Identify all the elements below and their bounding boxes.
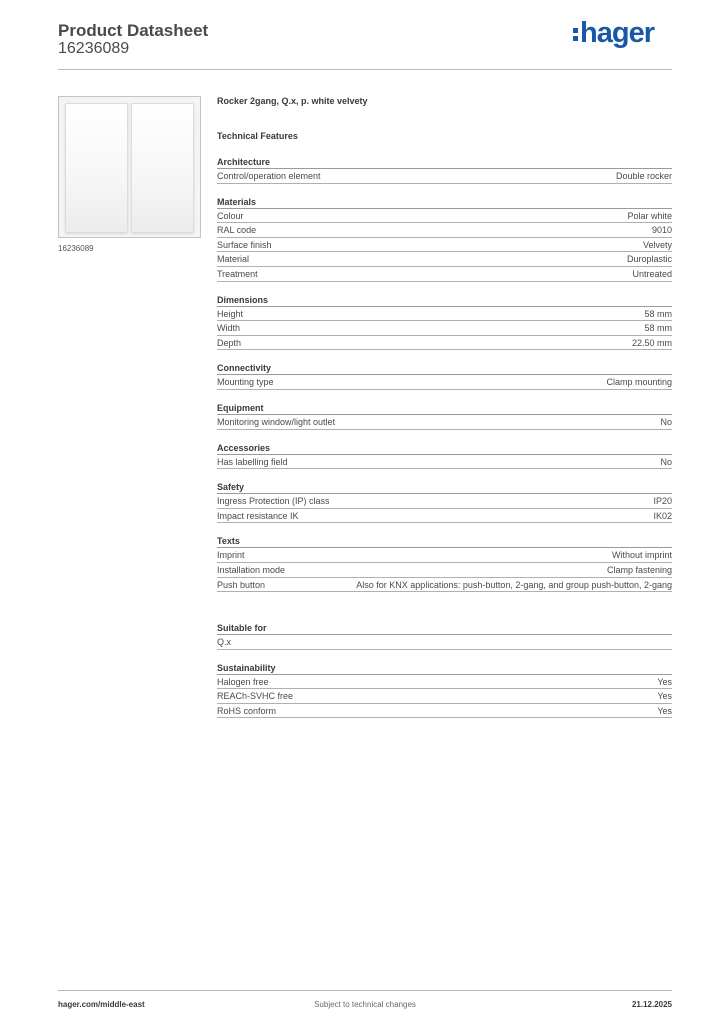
spec-label: Monitoring window/light outlet bbox=[217, 416, 336, 427]
section-accessories bbox=[217, 442, 672, 470]
spec-row bbox=[217, 689, 672, 704]
spec-row bbox=[217, 578, 672, 593]
section-connectivity bbox=[217, 362, 672, 390]
page-footer bbox=[58, 990, 672, 1010]
spec-label: Push button bbox=[217, 579, 266, 590]
section-title: Sustainability bbox=[217, 662, 672, 675]
spec-value: Double rocker bbox=[615, 171, 672, 181]
section-title: Materials bbox=[217, 196, 672, 209]
spec-label: Treatment bbox=[217, 268, 258, 279]
section-title: Texts bbox=[217, 535, 672, 548]
spec-label: Has labelling field bbox=[217, 456, 288, 467]
product-image bbox=[58, 96, 201, 238]
spec-label: Installation mode bbox=[217, 564, 286, 575]
spec-value: Also for KNX applications: push-button, 2-gang, and group push-button, 2-gang bbox=[356, 579, 672, 590]
spec-value: Duroplastic bbox=[626, 254, 672, 265]
spec-value: IK02 bbox=[653, 510, 672, 521]
section-title: Suitable for bbox=[217, 622, 672, 635]
spec-value: Yes bbox=[657, 676, 672, 687]
spec-value: Yes bbox=[657, 691, 672, 702]
footer-notice: Subject to technical changes bbox=[314, 1000, 416, 1009]
spec-value: 58 mm bbox=[644, 308, 672, 319]
spec-row bbox=[217, 307, 672, 322]
spec-value: Velvety bbox=[642, 239, 672, 250]
spec-label: Control/operation element bbox=[217, 171, 321, 181]
spec-label: Height bbox=[217, 308, 244, 319]
spec-label: Colour bbox=[217, 210, 244, 221]
image-caption: 16236089 bbox=[58, 244, 94, 253]
document-number: 16236089 bbox=[58, 40, 130, 57]
section-title: Connectivity bbox=[217, 362, 672, 375]
spec-value: 9010 bbox=[651, 225, 672, 236]
spec-value: No bbox=[660, 416, 672, 427]
logo-text: hager bbox=[580, 17, 654, 49]
spec-row bbox=[217, 675, 672, 690]
spec-row bbox=[217, 267, 672, 282]
spec-content bbox=[217, 95, 672, 718]
spec-value: Clamp mounting bbox=[606, 377, 672, 388]
section-sustainability bbox=[217, 662, 672, 719]
section-title: Safety bbox=[217, 481, 672, 494]
section-texts bbox=[217, 535, 672, 592]
page-header bbox=[58, 17, 672, 70]
spec-value: IP20 bbox=[653, 496, 672, 507]
spec-label: Ingress Protection (IP) class bbox=[217, 496, 330, 507]
section-title: Accessories bbox=[217, 442, 672, 455]
spec-row bbox=[217, 223, 672, 238]
rocker-left-image bbox=[65, 103, 128, 233]
section-title: Equipment bbox=[217, 402, 672, 415]
spec-row bbox=[217, 321, 672, 336]
spec-label: Width bbox=[217, 323, 241, 334]
section-safety bbox=[217, 481, 672, 523]
spec-label: RoHS conform bbox=[217, 705, 277, 716]
spec-label: Impact resistance IK bbox=[217, 510, 299, 521]
document-title: Product Datasheet bbox=[58, 21, 209, 40]
spec-label: Q.x bbox=[217, 637, 232, 648]
spec-label: Material bbox=[217, 254, 250, 265]
hager-logo bbox=[573, 17, 654, 49]
spec-value: 22.50 mm bbox=[631, 337, 672, 348]
spec-label: Mounting type bbox=[217, 377, 274, 388]
product-name: Rocker 2gang, Q.x, p. white velvety bbox=[217, 96, 368, 106]
spec-value: Clamp fastening bbox=[606, 564, 672, 575]
footer-website-link[interactable]: hager.com/middle-east bbox=[58, 1000, 145, 1009]
spec-row bbox=[217, 336, 672, 351]
spec-label: Imprint bbox=[217, 550, 245, 561]
spec-row bbox=[217, 252, 672, 267]
spec-row bbox=[217, 494, 672, 509]
spec-value: 58 mm bbox=[644, 323, 672, 334]
section-materials bbox=[217, 196, 672, 282]
spec-row bbox=[217, 209, 672, 224]
rocker-right-image bbox=[131, 103, 194, 233]
spec-value: Untreated bbox=[632, 268, 672, 279]
section-equipment bbox=[217, 402, 672, 430]
spec-value: No bbox=[660, 456, 672, 467]
section-title: Dimensions bbox=[217, 294, 672, 307]
spec-row bbox=[217, 455, 672, 470]
spec-label: REACh-SVHC free bbox=[217, 691, 294, 702]
spec-label: Surface finish bbox=[217, 239, 272, 250]
logo-colon-icon bbox=[573, 24, 579, 42]
technical-features-title: Technical Features bbox=[217, 131, 298, 141]
spec-row bbox=[217, 375, 672, 390]
spec-value: Without imprint bbox=[611, 550, 672, 561]
spec-label: Halogen free bbox=[217, 676, 269, 687]
spec-label: Depth bbox=[217, 337, 242, 348]
section-suitable-for bbox=[217, 622, 672, 650]
spec-value: Yes bbox=[657, 705, 672, 716]
footer-date: 21.12.2025 bbox=[631, 1000, 672, 1009]
spec-value: Polar white bbox=[627, 210, 672, 221]
spec-row bbox=[217, 509, 672, 524]
spec-row bbox=[217, 169, 672, 184]
spec-row bbox=[217, 704, 672, 719]
section-dimensions bbox=[217, 294, 672, 351]
spec-label: RAL code bbox=[217, 225, 257, 236]
section-architecture bbox=[217, 156, 672, 184]
section-title: Architecture bbox=[217, 156, 672, 169]
spec-row bbox=[217, 238, 672, 253]
spec-row bbox=[217, 635, 672, 650]
spec-row bbox=[217, 548, 672, 563]
spec-row bbox=[217, 563, 672, 578]
spec-row bbox=[217, 415, 672, 430]
